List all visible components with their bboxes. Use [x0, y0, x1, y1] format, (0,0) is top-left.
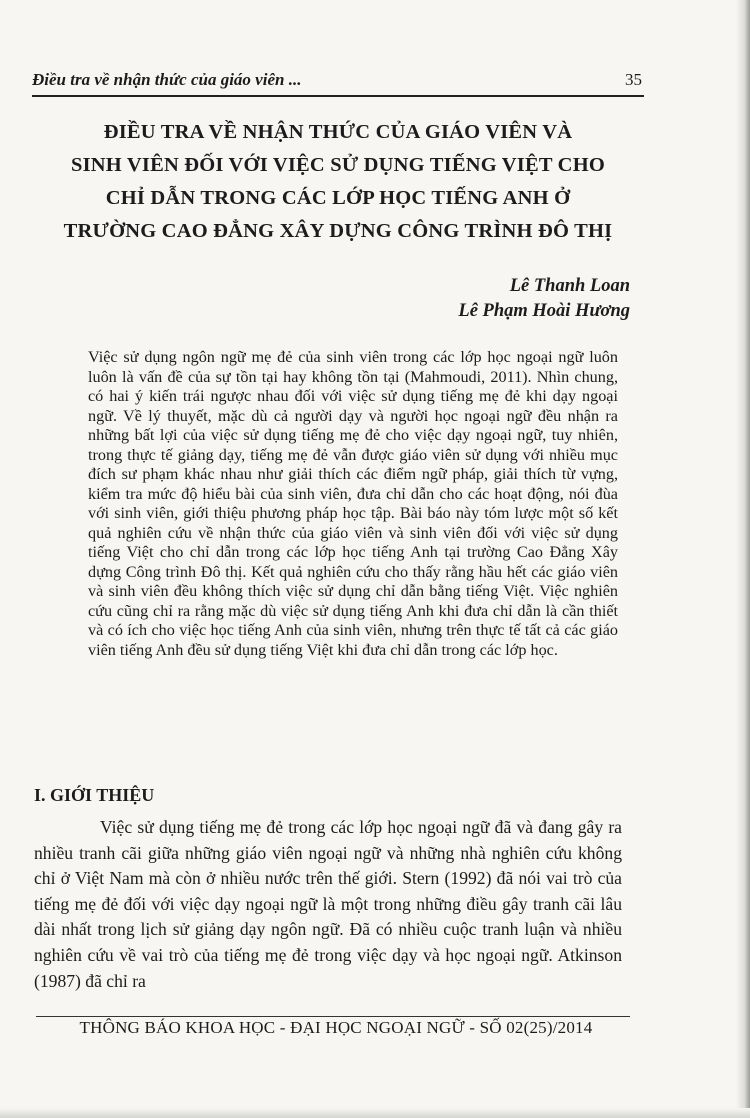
page-edge-shadow	[736, 0, 750, 1118]
running-head	[32, 70, 642, 94]
author-list	[458, 274, 630, 324]
abstract: Việc sử dụng ngôn ngữ mẹ đẻ của sinh viên trong các lớp học ngoại ngữ luôn luôn là vấn đề của sự tồn tại hay không tồn tại (Mahmoudi, 2011). Nhìn chung, có hai ý kiến trái ngược nhau đối với việc sử dụng tiếng mẹ đẻ khi dạy ngoại ngữ. Về lý thuyết, mặc dù cả người dạy và người học ngoại ngữ đều nhận ra những bất lợi của việc sử dụng tiếng mẹ đẻ cho việc dạy ngoại ngữ, tuy nhiên, trong thực tế giảng dạy, tiếng mẹ đẻ vẫn được giáo viên sử dụng với nhiều mục đích sư phạm khác nhau như giải thích các điểm ngữ pháp, giải thích từ vựng, kiểm tra mức độ hiểu bài của sinh viên, đưa chỉ dẫn cho các hoạt động, nói đùa với sinh viên, giới thiệu phương pháp học tập. Bài báo này tóm lược một số kết quả nghiên cứu về nhận thức của giáo viên và sinh viên đối với việc sử dụng tiếng Việt cho chỉ dẫn trong các lớp học tiếng Anh tại trường Cao Đẳng Xây dựng Công trình Đô thị. Kết quả nghiên cứu cho thấy rằng hầu hết các giáo viên và sinh viên đều không thích việc sử dụng chỉ dẫn bằng tiếng Việt. Việc nghiên cứu cũng chỉ ra rằng mặc dù việc sử dụng tiếng Anh khi đưa chỉ dẫn là cần thiết và có ích cho việc học tiếng Anh của sinh viên, nhưng trên thực tế tất cả các giáo viên tiếng Anh đều sử dụng tiếng Việt khi đưa chỉ dẫn trong các lớp học.	[88, 348, 618, 659]
author-name: Lê Thanh Loan	[509, 276, 630, 296]
title-line: ĐIỀU TRA VỀ NHẬN THỨC CỦA GIÁO VIÊN VÀ	[103, 121, 573, 143]
author-name: Lê Phạm Hoài Hương	[458, 301, 630, 321]
running-head-title: Điều tra về nhận thức của giáo viên ...	[32, 70, 302, 89]
page-bottom-shadow	[0, 1108, 750, 1118]
section-heading: I. GIỚI THIỆU	[34, 785, 155, 805]
footer-rule	[36, 1016, 630, 1017]
title-line: SINH VIÊN ĐỐI VỚI VIỆC SỬ DỤNG TIẾNG VIỆT CHO	[71, 154, 605, 176]
journal-footer: THÔNG BÁO KHOA HỌC - ĐẠI HỌC NGOẠI NGỮ - SỐ 02(25)/2014	[79, 1018, 593, 1037]
title-line: TRƯỜNG CAO ĐẲNG XÂY DỰNG CÔNG TRÌNH ĐÔ THỊ	[63, 220, 613, 242]
title-line: CHỈ DẪN TRONG CÁC LỚP HỌC TIẾNG ANH Ở	[105, 187, 571, 209]
page-number: 35	[625, 70, 642, 89]
body-paragraph: Việc sử dụng tiếng mẹ đẻ trong các lớp học ngoại ngữ đã và đang gây ra nhiều tranh cãi giữa những giáo viên ngoại ngữ và những nhà nghiên cứu không chỉ ở Việt Nam mà còn ở nhiều nước trên thế giới. Stern (1992) đã nói vai trò của tiếng mẹ đẻ đối với việc dạy ngoại ngữ là một trong những điều gây tranh cãi lâu dài nhất trong lịch sử giảng dạy ngôn ngữ. Đã có nhiều cuộc tranh luận và nhiều nghiên cứu về vai trò của tiếng mẹ đẻ trong việc dạy và học ngoại ngữ. Atkinson (1987) đã chỉ ra	[34, 817, 622, 991]
header-rule	[32, 95, 644, 97]
article-title	[30, 116, 646, 248]
